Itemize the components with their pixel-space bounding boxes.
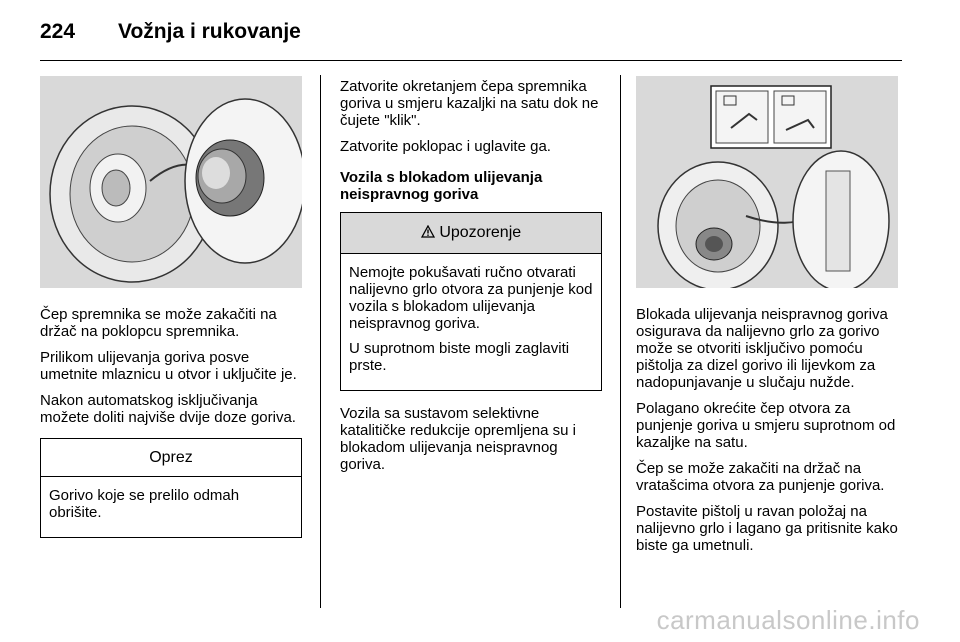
header-rule (40, 60, 902, 61)
paragraph: Postavite pištolj u ravan položaj na nalijevno grlo i lagano ga pritisnite kako biste ga umetnuli. (636, 503, 898, 554)
middle-column (340, 78, 602, 482)
paragraph: Čep se može zakačiti na držač na vratašcima otvora za punjenje goriva. (636, 460, 885, 494)
warning-box (340, 212, 602, 391)
caution-text: Gorivo koje se prelilo odmah obrišite. (49, 487, 240, 521)
section-subheading: Vozila s blokadom ulijevanja neispravnog goriva (340, 169, 543, 203)
caution-title: Oprez (41, 439, 301, 477)
paragraph: Nakon automatskog isključivanja možete doliti najviše dvije doze goriva. (40, 392, 296, 426)
warning-text: Nemojte pokušavati ručno otvarati nalijevno grlo otvora za punjenje kod vozila s blokadom ulijevanja neispravnog goriva. (349, 264, 593, 332)
misfuel-inhibitor-photo (636, 76, 898, 288)
right-column (636, 76, 898, 563)
chapter-title: Vožnja i rukovanje (118, 20, 301, 43)
paragraph: Prilikom ulijevanja goriva posve umetnite mlaznicu u otvor i uključite je. (40, 349, 297, 383)
warning-text: U suprotnom biste mogli zaglaviti prste. (349, 340, 570, 374)
paragraph: Vozila sa sustavom selektivne katalitičke redukcije opremljena su i blokadom ulijevanja neispravnog goriva. (340, 405, 576, 473)
column-divider-1 (320, 75, 321, 608)
page-number: 224 (40, 20, 76, 43)
left-column (40, 76, 302, 538)
caution-box (40, 438, 302, 538)
watermark: carmanualsonline.info (656, 605, 920, 635)
warning-title: Upozorenje (439, 224, 522, 241)
column-divider-2 (620, 75, 621, 608)
fuel-cap-photo (40, 76, 302, 288)
paragraph: Blokada ulijevanja neispravnog goriva osigurava da nalijevno grlo za gorivo može se otvoriti isključivo pomoću pištolja za dizel gorivo ili lijevkom za nadopunjavanje u slučaju nužde. (636, 306, 888, 391)
paragraph: Zatvorite poklopac i uglavite ga. (340, 138, 551, 155)
paragraph: Čep spremnika se može zakačiti na držač na poklopcu spremnika. (40, 306, 277, 340)
warning-triangle-icon (421, 224, 439, 241)
paragraph: Polagano okrećite čep otvora za punjenje goriva u smjeru suprotnom od kazaljke na satu. (636, 400, 896, 451)
paragraph: Zatvorite okretanjem čepa spremnika goriva u smjeru kazaljki na satu dok ne čujete "klik". (340, 78, 599, 129)
warning-header (341, 213, 601, 254)
